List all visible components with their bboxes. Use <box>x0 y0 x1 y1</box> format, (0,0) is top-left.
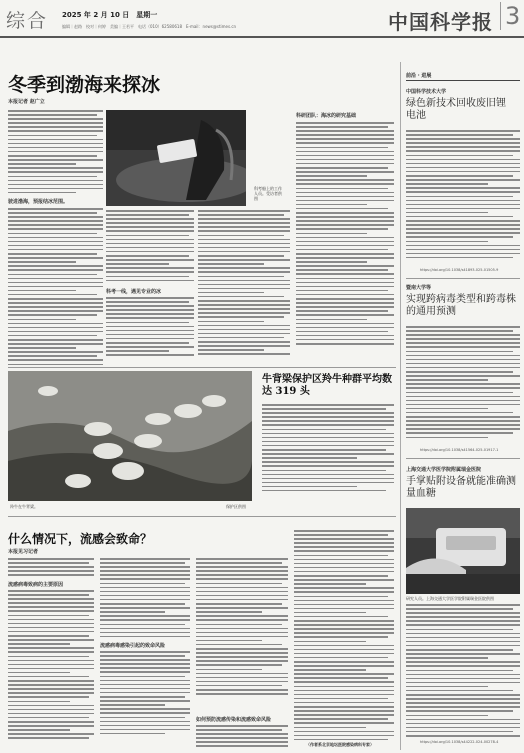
divider <box>8 367 396 368</box>
flu-body-col1 <box>8 590 94 741</box>
cattle-body <box>262 404 394 494</box>
lead-byline: 本报记者 赵广立 <box>8 99 45 105</box>
flu-headline: 什么情况下，流感会致命？ <box>8 532 153 546</box>
story3-photo-art <box>406 508 520 594</box>
story3-photo <box>406 508 520 594</box>
lead-body-col1 <box>8 208 103 368</box>
rail-section-tag: 前沿 · 进展 <box>406 73 432 79</box>
flu-body-col3b <box>196 725 288 750</box>
section-name: 综合 <box>6 10 49 32</box>
lead-body-col4 <box>296 122 394 347</box>
cattle-headline: 牛背梁保护区羚牛种群平均数达 319 头 <box>262 374 392 397</box>
story3-photo-caption: 研究人员。上海交通大学医学院附属瑞金医院供图 <box>406 596 494 601</box>
issue-date: 2025 年 2 月 10 日 星期一 <box>62 11 158 19</box>
cattle-caption: 羚牛在牛背梁。 <box>10 504 38 509</box>
lead-body-col3 <box>198 210 290 357</box>
flu-body-col1a <box>8 558 94 578</box>
cattle-photo-art <box>8 371 252 501</box>
lead-body-col1-top <box>8 110 103 196</box>
page-header <box>0 0 524 38</box>
divider <box>406 80 520 81</box>
story1-doi: https://doi.org/10.1038/s41893-025-01505-9 <box>420 268 499 272</box>
flu-subhead-3: 如何预防流感传染和流感致命风险 <box>196 717 272 723</box>
story3-headline: 手掌贴附设备就能准确测量血糖 <box>406 476 516 499</box>
lead-subhead-3: 科研团队：海冰的研究基础 <box>296 113 357 119</box>
flu-author-note: （作者系北京地坛医院感染病科专家） <box>306 742 374 747</box>
flu-body-col2b <box>100 651 190 737</box>
page-number: 3 <box>500 2 520 30</box>
story3-org: 上海交通大学医学院附属瑞金医院 <box>406 467 482 473</box>
cattle-photo <box>8 371 252 501</box>
story1-headline: 绿色新技术回收废旧锂电池 <box>406 98 506 121</box>
story3-doi: https://doi.org/10.1038/s44222-024-00278-4 <box>420 740 499 744</box>
flu-body-col3 <box>196 558 288 697</box>
lead-subhead-2: 科考一线，遇见专业的冰 <box>106 289 162 295</box>
flu-subhead-2: 流感病毒感染引起的致命风险 <box>100 643 166 649</box>
story2-headline: 实现跨病毒类型和跨毒株的通用预测 <box>406 294 516 317</box>
divider <box>406 278 520 279</box>
flu-byline: 本报见习记者 <box>8 549 39 555</box>
masthead-logo: 中国科学报 <box>388 10 493 34</box>
story2-body <box>406 326 520 441</box>
divider <box>8 516 396 517</box>
story2-doi: https://doi.org/10.1038/s41564-025-01917-1 <box>420 448 499 452</box>
story1-org: 中国科学技术大学 <box>406 89 447 95</box>
rail-divider <box>400 62 401 750</box>
divider <box>406 458 520 459</box>
story3-body <box>406 604 520 739</box>
lead-body-col2b <box>106 297 194 358</box>
lead-subhead-1: 驶进渤海，预报结冰范围。 <box>8 199 69 205</box>
lead-photo-caption: 科考船上的工作人员。受访者供图 <box>254 186 282 201</box>
story1-body <box>406 130 520 261</box>
flu-subhead-1: 流感病毒致病的主要原因 <box>8 582 64 588</box>
contact-line: 编辑｜赵路 校对｜何婷 美编｜王若平 电话（010）62580618 E-mail：news@stimes.cn <box>62 24 237 29</box>
lead-body-col2 <box>106 210 194 284</box>
flu-body-col2 <box>100 558 190 640</box>
story2-org: 暨南大学等 <box>406 285 432 291</box>
flu-body-col4 <box>294 530 394 743</box>
lead-headline: 冬季到渤海来探冰 <box>8 74 161 96</box>
cattle-credit: 保护区供图 <box>226 504 246 509</box>
